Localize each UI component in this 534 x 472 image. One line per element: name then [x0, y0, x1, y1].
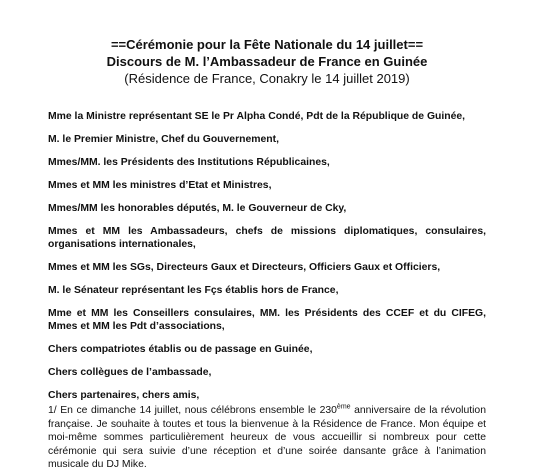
addressee-line: M. le Premier Ministre, Chef du Gouvernement, [48, 134, 279, 145]
addressee-line: Mmes et MM les ministres d’Etat et Ministres, [48, 180, 272, 191]
addressee-list [48, 110, 486, 412]
addressee-line: Chers compatriotes établis ou de passage en Guinée, [48, 344, 313, 355]
addressee-line: Mme et MM les Conseillers consulaires, MM. les Présidents des CCEF et du CIFEG, Mmes et MM les Pdt d’associations, [48, 308, 486, 332]
paragraph-text-start: 1/ En ce dimanche 14 juillet, nous célébrons ensemble le 230 [48, 405, 337, 416]
document-header [0, 36, 534, 87]
addressee-line: Mmes/MM les honorables députés, M. le Gouverneur de Cky, [48, 203, 347, 214]
addressee-line: Mmes et MM les SGs, Directeurs Gaux et Directeurs, Officiers Gaux et Officiers, [48, 262, 441, 273]
location-date: (Résidence de France, Conakry le 14 juillet 2019) [124, 71, 410, 86]
addressee-line: Mme la Ministre représentant SE le Pr Alpha Condé, Pdt de la République de Guinée, [48, 111, 466, 122]
addressee-line: Chers collègues de l’ambassade, [48, 367, 212, 378]
addressee-line: Mmes et MM les Ambassadeurs, chefs de missions diplomatiques, consulaires, organisations internationales, [48, 226, 486, 250]
addressee-line: Chers partenaires, chers amis, [48, 390, 200, 401]
addressee-line: M. le Sénateur représentant les Fçs établis hors de France, [48, 285, 339, 296]
speech-title: Discours de M. l’Ambassadeur de France en Guinée [106, 54, 428, 69]
paragraph-text-rest: anniversaire de la révolution française. Je souhaite à toutes et tous la bienvenue à la Résidence de France. Mon équipe et moi-même sommes particulièrement heureux de vous accueillir si nombreux pour cette cérémonie qui sera suivie d’une réception et d’une soirée dansante grâce à l’animation musicale du DJ Mike. [48, 405, 486, 471]
ordinal-superscript: ème [336, 403, 351, 411]
ceremony-title: ==Cérémonie pour la Fête Nationale du 14 juillet== [110, 37, 424, 52]
addressee-line: Mmes/MM. les Présidents des Institutions Républicaines, [48, 157, 330, 168]
